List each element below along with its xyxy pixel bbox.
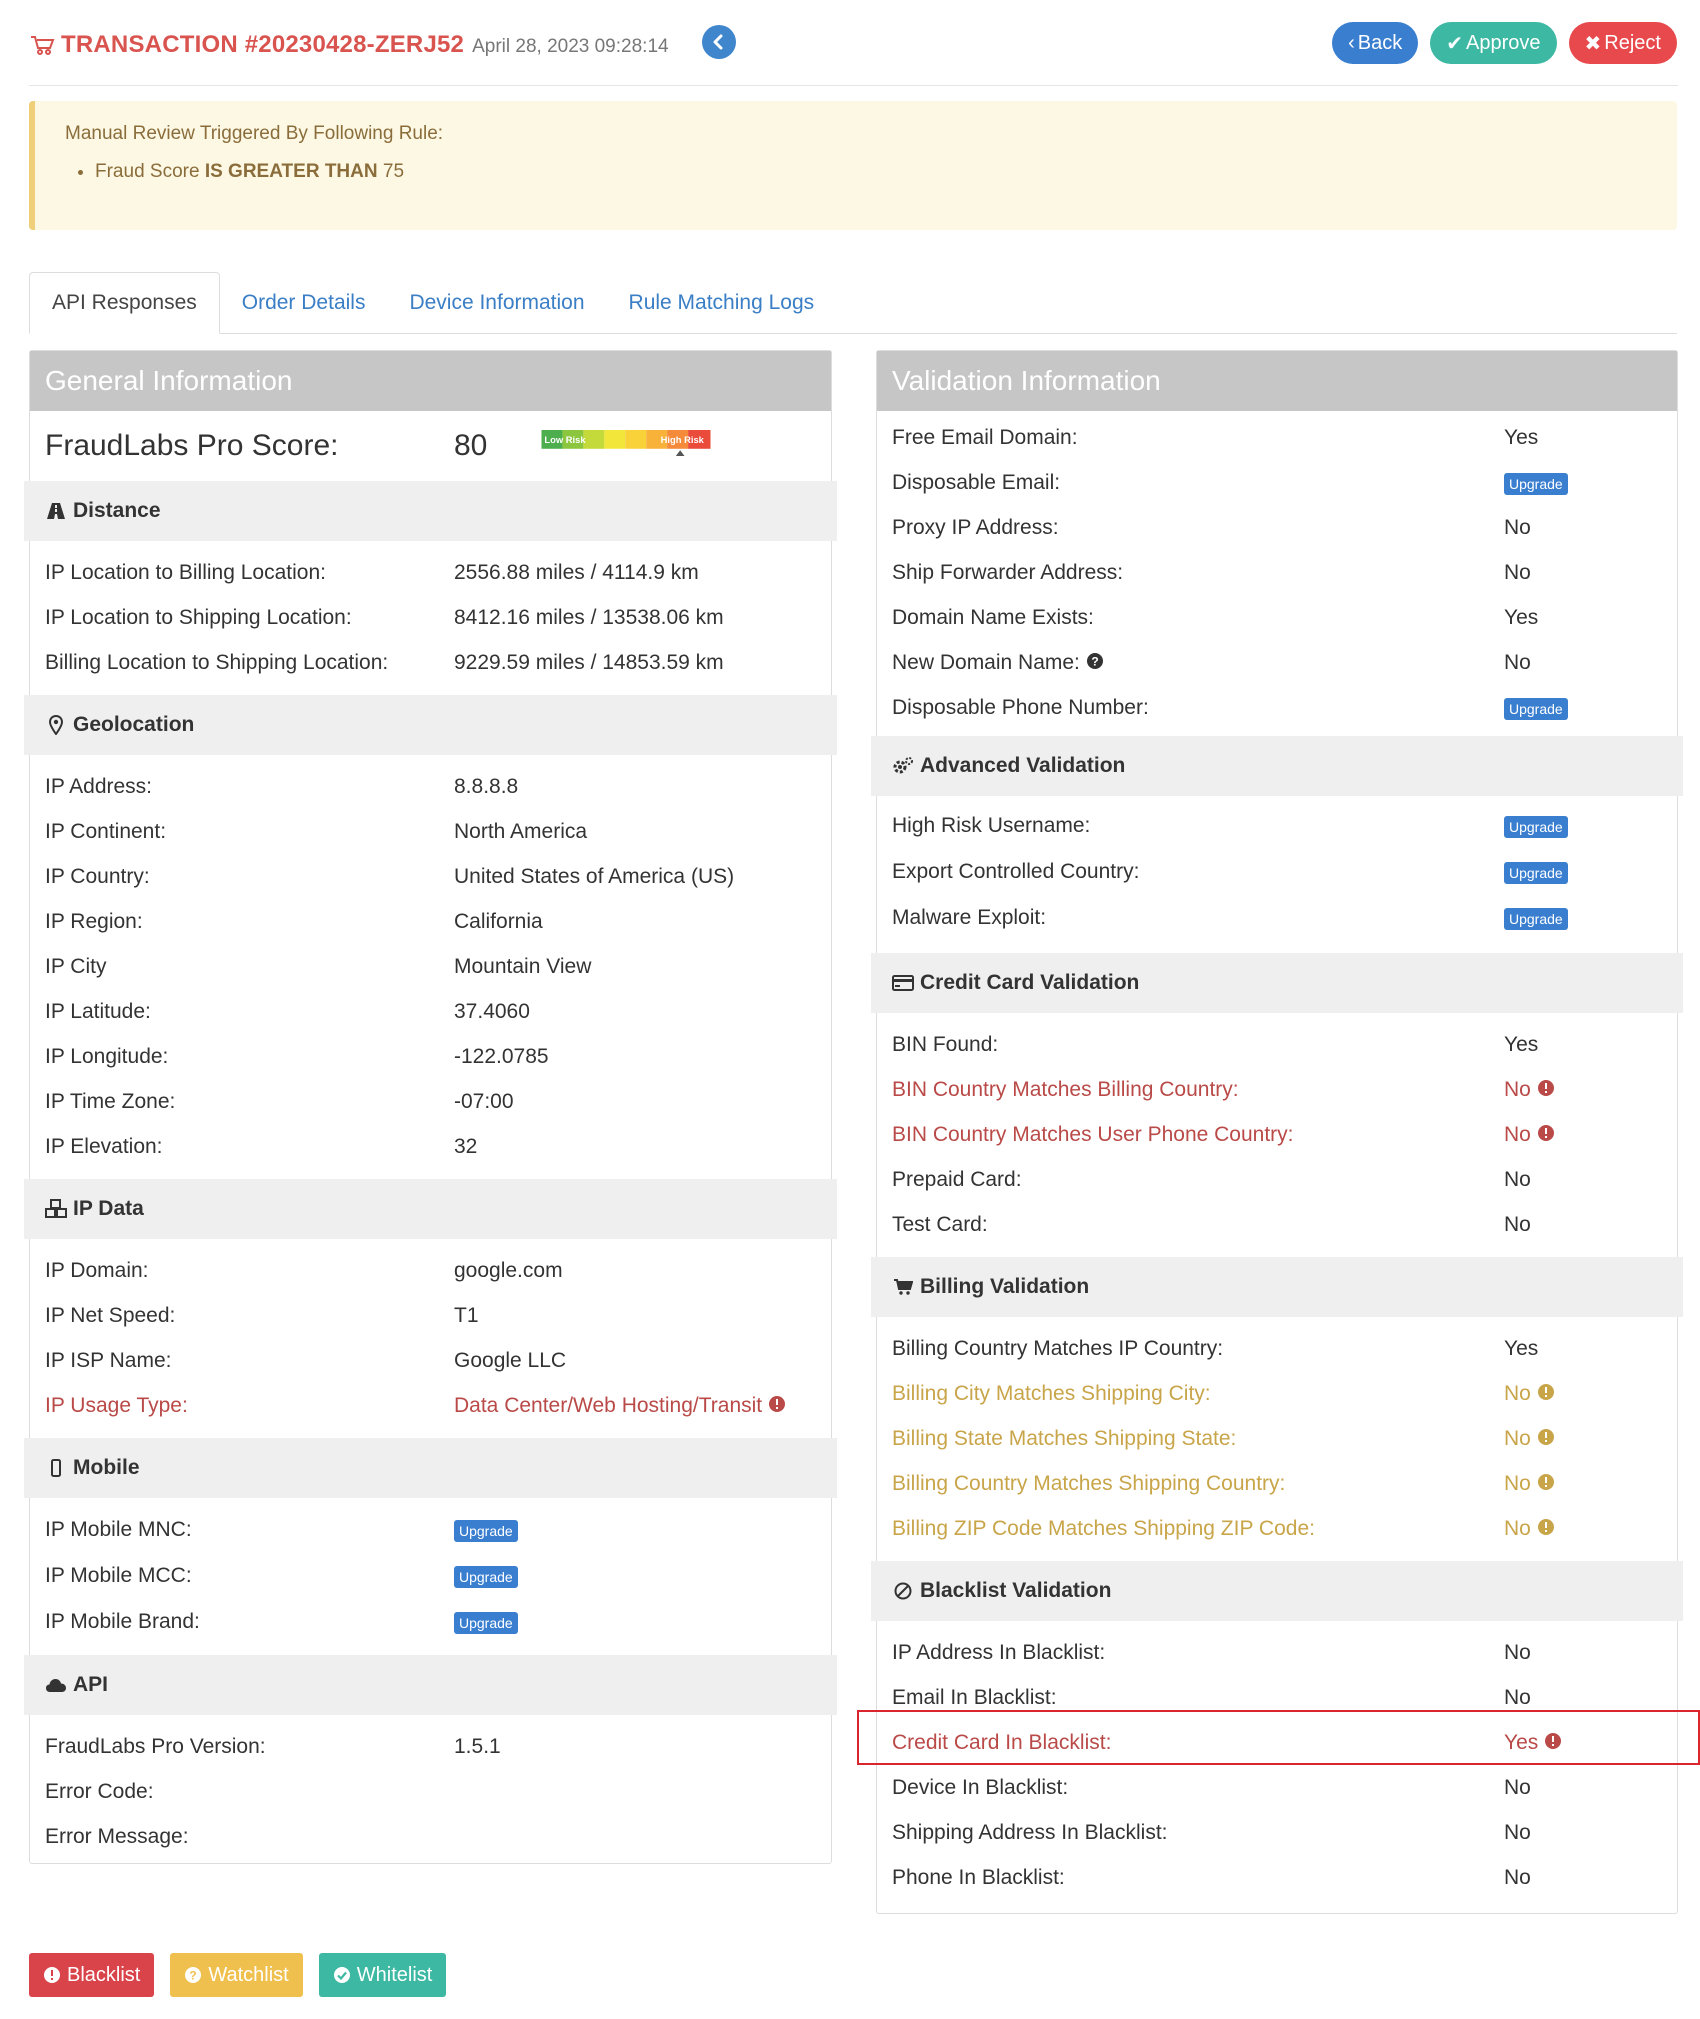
row-value-group [454, 1518, 518, 1542]
row-value: No [1504, 1865, 1531, 1889]
row-value: No [1504, 1775, 1531, 1799]
data-row [30, 1507, 831, 1553]
data-row [30, 1124, 831, 1169]
panel-heading: General Information [30, 351, 831, 411]
exclamation-circle-icon [1537, 1124, 1555, 1142]
row-label: BIN Found: [892, 1032, 999, 1056]
data-row-warning [877, 1461, 1677, 1506]
data-row [877, 1202, 1677, 1247]
row-value-group [1504, 1472, 1555, 1496]
row-label: Billing City Matches Shipping City: [892, 1381, 1211, 1405]
row-value: T1 [454, 1303, 479, 1327]
row-label: IP Region: [45, 909, 143, 933]
data-row [877, 803, 1677, 849]
row-value: North America [454, 819, 588, 843]
data-row [30, 764, 831, 809]
section-title: Advanced Validation [920, 754, 1126, 777]
geolocation-rows [30, 755, 831, 1179]
row-value: No [1504, 1685, 1531, 1709]
row-label: Error Code: [45, 1779, 154, 1803]
section-geolocation [24, 695, 837, 755]
svg-text:?: ? [1091, 654, 1099, 669]
upgrade-badge[interactable]: Upgrade [454, 1612, 518, 1634]
row-label: Malware Exploit: [892, 906, 1047, 929]
reject-button-label: Reject [1604, 31, 1661, 54]
row-value: Yes [1504, 1730, 1539, 1754]
row-label: Billing Location to Shipping Location: [45, 650, 389, 674]
blacklist-button[interactable] [29, 1953, 154, 1997]
section-title: API [73, 1673, 109, 1696]
section-title: Mobile [73, 1456, 140, 1479]
section-credit-card-validation [871, 953, 1683, 1013]
data-row [30, 809, 831, 854]
section-advanced-validation [871, 736, 1683, 796]
exclamation-circle-icon [43, 1966, 61, 1984]
ban-icon [892, 1580, 914, 1602]
data-row-warning [877, 1416, 1677, 1461]
cubes-icon [45, 1198, 67, 1220]
tab-device-information[interactable]: Device Information [409, 291, 585, 314]
mobile-rows [30, 1498, 831, 1655]
row-value: No [1504, 560, 1531, 584]
row-value: 9229.59 miles / 14853.59 km [454, 650, 724, 674]
score-label: FraudLabs Pro Score: [45, 429, 339, 462]
row-value-group [1504, 1427, 1555, 1451]
data-row [30, 1248, 831, 1293]
data-row [877, 1630, 1677, 1675]
section-mobile [24, 1438, 837, 1498]
cloud-icon [45, 1674, 67, 1696]
check-circle-icon [333, 1966, 351, 1984]
data-row [877, 849, 1677, 895]
row-label: Billing State Matches Shipping State: [892, 1426, 1237, 1450]
row-label: Billing Country Matches Shipping Country: [892, 1471, 1286, 1495]
row-label: IP ISP Name: [45, 1348, 172, 1372]
data-row [877, 1855, 1677, 1900]
row-label: Phone In Blacklist: [892, 1865, 1065, 1889]
data-row [30, 550, 831, 595]
approve-button-label: Approve [1466, 31, 1541, 54]
alert-rule [95, 159, 1677, 185]
section-title: Credit Card Validation [920, 971, 1140, 994]
row-label: BIN Country Matches User Phone Country: [892, 1122, 1294, 1146]
row-label: Disposable Phone Number: [892, 695, 1149, 719]
row-value: No [1504, 1426, 1531, 1450]
row-value: No [1504, 1640, 1531, 1664]
close-icon: ✖ [1584, 32, 1602, 55]
question-circle-icon[interactable] [1086, 652, 1104, 670]
watchlist-button-label: Watchlist [208, 1963, 289, 1986]
whitelist-button-label: Whitelist [356, 1963, 433, 1986]
data-row [877, 640, 1677, 685]
row-label: High Risk Username: [892, 814, 1091, 837]
data-row [877, 1765, 1677, 1810]
alert-intro: Manual Review Triggered By Following Rule: [65, 123, 444, 144]
transaction-date: April 28, 2023 09:28:14 [472, 36, 669, 57]
section-ip-data [24, 1179, 837, 1239]
data-row [877, 895, 1677, 941]
row-label: IP Time Zone: [45, 1089, 176, 1113]
distance-rows [30, 541, 831, 695]
data-row [30, 1079, 831, 1124]
watchlist-button[interactable] [170, 1953, 302, 1997]
score-row [30, 411, 831, 481]
gauge-high-label: High Risk [660, 435, 704, 445]
row-label: Prepaid Card: [892, 1167, 1022, 1191]
data-row [877, 685, 1677, 730]
upgrade-badge[interactable]: Upgrade [1504, 473, 1568, 495]
validation-information-panel [876, 350, 1678, 1914]
row-label: IP Mobile Brand: [45, 1610, 200, 1633]
shopping-cart-icon [892, 1276, 914, 1298]
row-value: 37.4060 [454, 999, 530, 1023]
row-value-group [1504, 471, 1568, 495]
row-value: No [1504, 1167, 1531, 1191]
data-row [30, 1553, 831, 1599]
row-label: IP Latitude: [45, 999, 151, 1023]
row-value: No [1504, 1381, 1531, 1405]
exclamation-circle-icon [768, 1395, 786, 1413]
chevron-left-icon: ‹ [1348, 31, 1355, 54]
row-label: Export Controlled Country: [892, 860, 1140, 883]
section-api [24, 1655, 837, 1715]
row-label: IP City [45, 954, 107, 978]
exclamation-circle-icon [1537, 1473, 1555, 1491]
row-value: No [1504, 1077, 1531, 1101]
data-row [877, 1810, 1677, 1855]
data-row [877, 1022, 1677, 1067]
exclamation-circle-icon [1537, 1428, 1555, 1446]
panel-heading: Validation Information [877, 351, 1677, 411]
data-row [877, 505, 1677, 550]
section-title: Blacklist Validation [920, 1579, 1112, 1602]
data-row [30, 595, 831, 640]
row-label: IP Location to Billing Location: [45, 560, 326, 584]
highlight-box [857, 1710, 1700, 1765]
row-value: Mountain View [454, 954, 592, 978]
data-row [877, 415, 1677, 460]
reject-button[interactable] [1569, 22, 1677, 64]
row-label: FraudLabs Pro Version: [45, 1734, 266, 1758]
tab-rule-matching-logs[interactable]: Rule Matching Logs [628, 291, 815, 314]
data-row [30, 1034, 831, 1079]
creditcard-rows [877, 1013, 1677, 1257]
map-marker-icon [45, 714, 67, 736]
row-value: Yes [1504, 1336, 1539, 1360]
row-label: Error Message: [45, 1824, 189, 1848]
header-actions [1332, 22, 1677, 64]
row-label: Device In Blacklist: [892, 1775, 1069, 1799]
row-label: IP Net Speed: [45, 1303, 176, 1327]
data-row [30, 1814, 831, 1859]
exclamation-circle-icon [1537, 1518, 1555, 1536]
row-label: Ship Forwarder Address: [892, 560, 1124, 584]
manual-review-alert [29, 101, 1677, 230]
data-row [30, 1769, 831, 1814]
row-value-group [1504, 860, 1568, 884]
svg-text:?: ? [189, 1968, 198, 1983]
page-header [29, 22, 1677, 62]
row-value: No [1504, 515, 1531, 539]
row-label: IP Continent: [45, 819, 167, 843]
general-information-panel [29, 350, 832, 1864]
row-value: Data Center/Web Hosting/Transit [454, 1393, 763, 1417]
score-value: 80 [454, 429, 488, 462]
row-value: 32 [454, 1134, 478, 1158]
row-value: No [1504, 1820, 1531, 1844]
road-icon [45, 500, 67, 522]
gauge-low-label: Low Risk [544, 435, 586, 445]
data-row [877, 550, 1677, 595]
row-label: IP Location to Shipping Location: [45, 605, 352, 629]
tab-bar [29, 272, 1677, 334]
header-divider [29, 85, 1678, 86]
back-button-label: Back [1357, 31, 1403, 54]
cart-icon [29, 32, 55, 58]
exclamation-circle-icon [1537, 1383, 1555, 1401]
row-value: Yes [1504, 1032, 1539, 1056]
row-label: IP Address In Blacklist: [892, 1640, 1106, 1664]
row-value-group [1504, 814, 1568, 838]
row-label: IP Elevation: [45, 1134, 163, 1158]
row-value: No [1504, 1122, 1531, 1146]
validation-top-rows [877, 411, 1677, 736]
api-rows [30, 1715, 831, 1859]
row-label: Domain Name Exists: [892, 605, 1094, 629]
row-value: 1.5.1 [454, 1734, 501, 1758]
mobile-icon [45, 1457, 67, 1479]
upgrade-badge[interactable]: Upgrade [1504, 816, 1568, 838]
row-value: 2556.88 miles / 4114.9 km [454, 560, 699, 584]
row-value-group [1504, 696, 1568, 720]
section-blacklist-validation [871, 1561, 1683, 1621]
upgrade-badge[interactable]: Upgrade [1504, 698, 1568, 720]
tab-api-responses[interactable]: API Responses [29, 272, 220, 334]
row-value: google.com [454, 1258, 563, 1282]
row-value: Yes [1504, 425, 1539, 449]
back-button[interactable] [1332, 22, 1418, 64]
data-row-danger [877, 1067, 1677, 1112]
row-value-group [454, 1564, 518, 1588]
header-title-group [29, 22, 669, 68]
rule-field: Fraud Score [95, 161, 200, 182]
row-label: Test Card: [892, 1212, 988, 1236]
rule-operator: IS GREATER THAN [204, 161, 378, 182]
row-value: No [1504, 1516, 1531, 1540]
row-label: Free Email Domain: [892, 425, 1078, 449]
row-label: Credit Card In Blacklist: [892, 1730, 1112, 1754]
row-label: IP Address: [45, 774, 153, 798]
row-label: Email In Blacklist: [892, 1685, 1057, 1709]
row-label: Proxy IP Address: [892, 515, 1059, 539]
footer-actions [29, 1953, 446, 1997]
ipdata-rows [30, 1239, 831, 1438]
row-value: 8412.16 miles / 13538.06 km [454, 605, 724, 629]
section-title: Distance [73, 499, 161, 522]
gauge-pointer [676, 450, 685, 456]
row-label: Shipping Address In Blacklist: [892, 1820, 1168, 1844]
blacklist-button-label: Blacklist [67, 1963, 141, 1986]
advanced-rows [877, 796, 1677, 953]
row-label: New Domain Name: [892, 650, 1080, 674]
data-row [877, 460, 1677, 505]
transaction-title: TRANSACTION #20230428-ZERJ52 [61, 31, 465, 58]
row-label: IP Longitude: [45, 1044, 169, 1068]
row-value: 8.8.8.8 [454, 774, 519, 798]
row-label: IP Domain: [45, 1258, 149, 1282]
data-row [30, 1293, 831, 1338]
row-value: -122.0785 [454, 1044, 549, 1068]
row-value-group [454, 1610, 518, 1634]
section-billing-validation [871, 1257, 1683, 1317]
data-row [30, 989, 831, 1034]
upgrade-badge[interactable]: Upgrade [1504, 862, 1568, 884]
section-title: Billing Validation [920, 1275, 1090, 1298]
alert-rule-list [65, 159, 1677, 185]
question-circle-icon [184, 1966, 202, 1984]
data-row-danger [877, 1112, 1677, 1157]
data-row-warning [877, 1371, 1677, 1416]
data-row [30, 1599, 831, 1645]
row-value: Yes [1504, 605, 1539, 629]
row-value: No [1504, 1471, 1531, 1495]
row-label: Billing ZIP Code Matches Shipping ZIP Code: [892, 1516, 1315, 1540]
row-label: IP Usage Type: [45, 1393, 188, 1417]
credit-card-icon [892, 972, 914, 994]
row-value: United States of America (US) [454, 864, 735, 888]
row-value-group [1504, 1123, 1555, 1147]
row-value-group [1504, 906, 1568, 930]
whitelist-button[interactable] [319, 1953, 447, 1997]
rule-value: 75 [382, 161, 405, 182]
row-value: No [1504, 1212, 1531, 1236]
row-value-group [1504, 1078, 1555, 1102]
data-row [877, 1157, 1677, 1202]
row-label: IP Country: [45, 864, 150, 888]
row-label: IP Mobile MNC: [45, 1518, 192, 1541]
exclamation-circle-icon [1537, 1079, 1555, 1097]
gears-icon [892, 755, 914, 777]
upgrade-badge[interactable]: Upgrade [454, 1520, 518, 1542]
row-label: Disposable Email: [892, 470, 1061, 494]
row-label: IP Mobile MCC: [45, 1564, 192, 1587]
row-value: No [1504, 650, 1531, 674]
section-title: Geolocation [73, 713, 195, 736]
upgrade-badge[interactable]: Upgrade [454, 1566, 518, 1588]
check-icon: ✔ [1446, 32, 1464, 55]
data-row [877, 595, 1677, 640]
row-value-group [454, 1394, 786, 1418]
data-row [30, 944, 831, 989]
data-row-danger [30, 1383, 831, 1428]
row-value: Google LLC [454, 1348, 567, 1372]
section-distance [24, 481, 837, 541]
billing-rows [877, 1317, 1677, 1561]
tab-order-details[interactable]: Order Details [241, 291, 366, 314]
row-label: BIN Country Matches Billing Country: [892, 1077, 1239, 1101]
section-title: IP Data [73, 1197, 144, 1220]
approve-button[interactable] [1430, 22, 1556, 64]
risk-gauge [509, 430, 743, 456]
data-row [877, 1326, 1677, 1371]
row-value: -07:00 [454, 1089, 514, 1113]
data-row [30, 1338, 831, 1383]
previous-arrow-icon[interactable] [702, 25, 736, 59]
data-row-warning [877, 1506, 1677, 1551]
data-row [30, 1724, 831, 1769]
row-label: Billing Country Matches IP Country: [892, 1336, 1224, 1360]
row-value: California [454, 909, 543, 933]
data-row [30, 854, 831, 899]
row-value-group [1504, 1517, 1555, 1541]
row-value-group [1504, 1382, 1555, 1406]
data-row [30, 899, 831, 944]
row-label-group [877, 651, 1104, 675]
data-row [30, 640, 831, 685]
upgrade-badge[interactable]: Upgrade [1504, 908, 1568, 930]
